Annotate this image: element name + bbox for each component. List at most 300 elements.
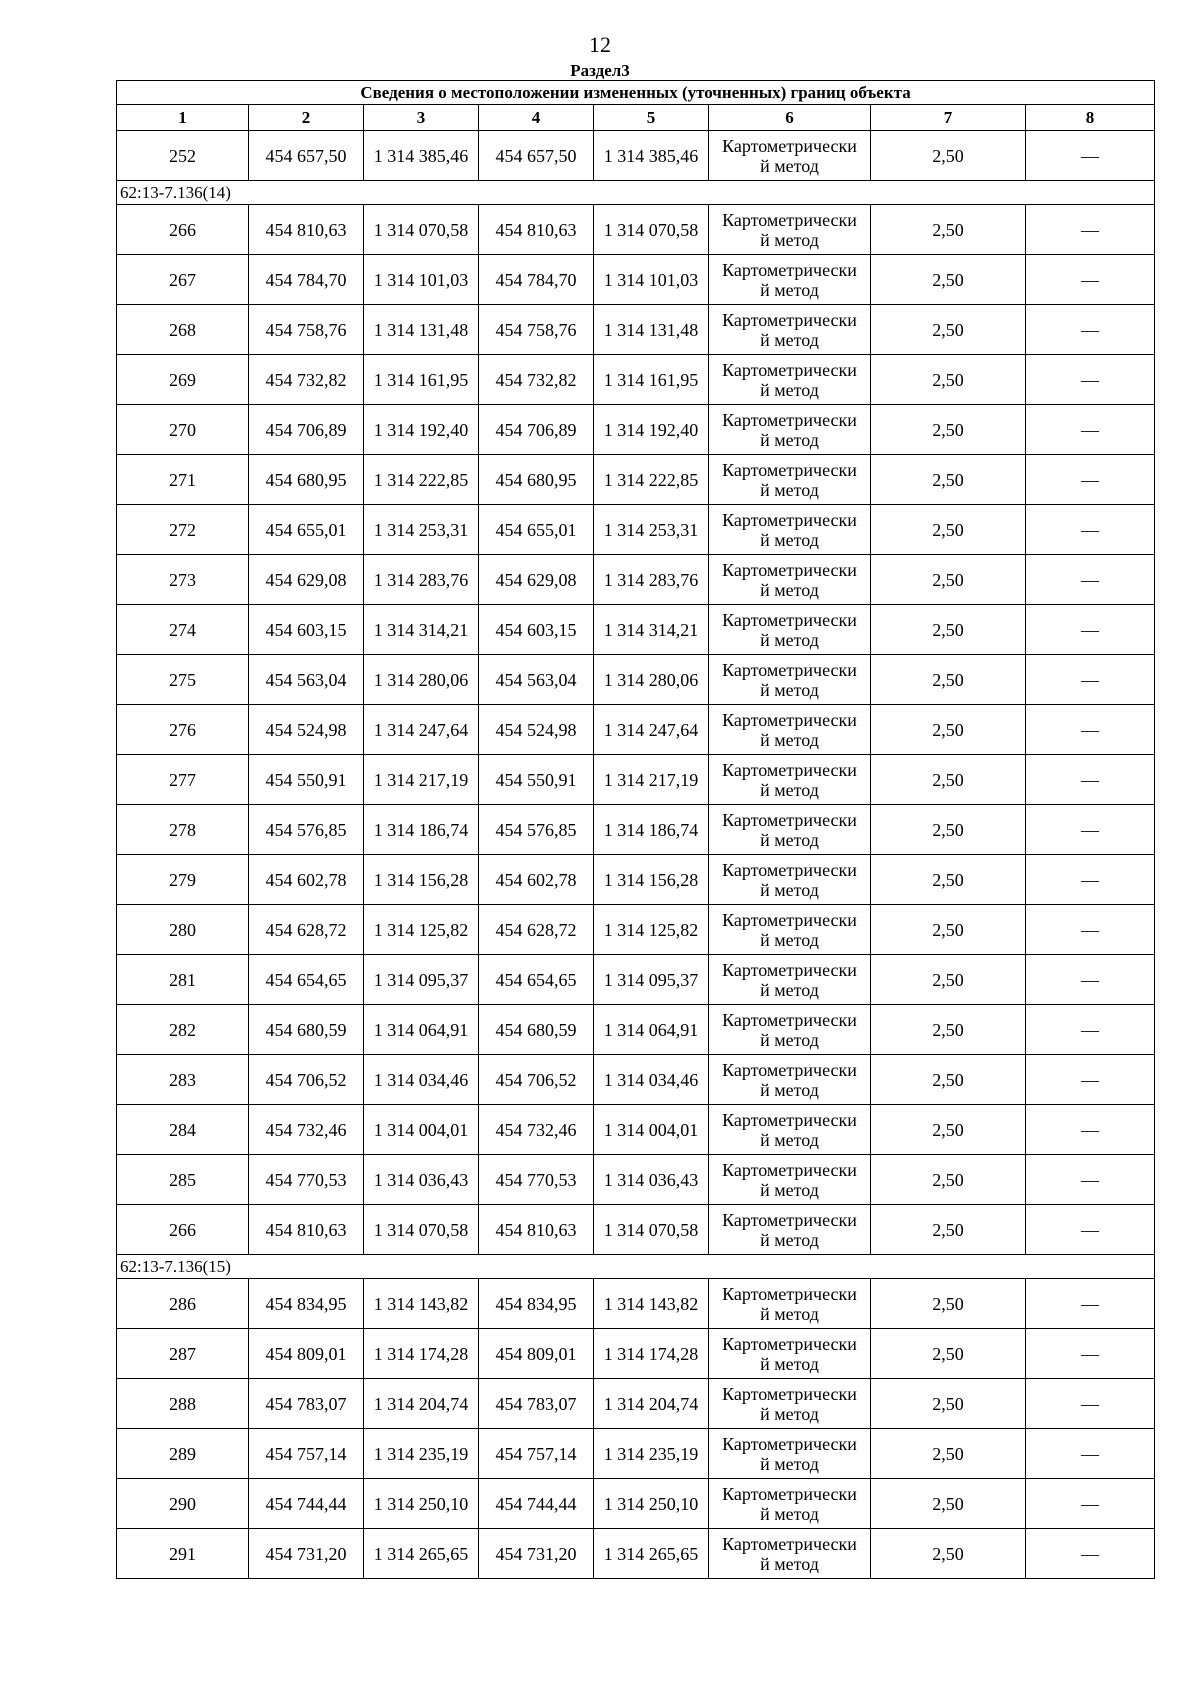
y-new-cell: 1 314 064,91 xyxy=(594,1005,709,1055)
method-text-line2: й метод xyxy=(760,529,819,550)
description-cell: — xyxy=(1026,505,1155,555)
y-new-cell: 1 314 250,10 xyxy=(594,1479,709,1529)
method-cell xyxy=(709,1055,871,1105)
description-cell: — xyxy=(1026,1379,1155,1429)
accuracy-cell: 2,50 xyxy=(871,305,1026,355)
method-cell xyxy=(709,1479,871,1529)
method-cell xyxy=(709,1279,871,1329)
y-new-cell: 1 314 004,01 xyxy=(594,1105,709,1155)
y-old-cell: 1 314 253,31 xyxy=(364,505,479,555)
method-cell xyxy=(709,1155,871,1205)
point-number-cell: 283 xyxy=(117,1055,249,1105)
method-text-line1: Картометрически xyxy=(722,509,857,530)
column-header-5: 5 xyxy=(594,105,709,131)
table-row xyxy=(117,1529,1155,1579)
table-row xyxy=(117,555,1155,605)
method-text-line1: Картометрически xyxy=(722,859,857,880)
group-header-row xyxy=(117,1255,1155,1279)
method-text-line1: Картометрически xyxy=(722,1483,857,1504)
method-cell xyxy=(709,655,871,705)
method-text-line1: Картометрически xyxy=(722,1109,857,1130)
y-old-cell: 1 314 217,19 xyxy=(364,755,479,805)
point-number-cell: 275 xyxy=(117,655,249,705)
x-new-cell: 454 550,91 xyxy=(479,755,594,805)
description-cell: — xyxy=(1026,855,1155,905)
description-cell: — xyxy=(1026,955,1155,1005)
method-text-line1: Картометрически xyxy=(722,609,857,630)
y-new-cell: 1 314 101,03 xyxy=(594,255,709,305)
method-text-line2: й метод xyxy=(760,329,819,350)
y-new-cell: 1 314 070,58 xyxy=(594,1205,709,1255)
description-cell: — xyxy=(1026,131,1155,181)
method-text-line2: й метод xyxy=(760,1029,819,1050)
accuracy-cell: 2,50 xyxy=(871,455,1026,505)
method-text-line2: й метод xyxy=(760,579,819,600)
table-title: Сведения о местоположении измененных (уточненных) границ объекта xyxy=(117,81,1155,105)
y-new-cell: 1 314 192,40 xyxy=(594,405,709,455)
description-cell: — xyxy=(1026,1329,1155,1379)
description-cell: — xyxy=(1026,255,1155,305)
method-text-line1: Картометрически xyxy=(722,909,857,930)
y-old-cell: 1 314 314,21 xyxy=(364,605,479,655)
method-cell xyxy=(709,1329,871,1379)
accuracy-cell: 2,50 xyxy=(871,705,1026,755)
description-cell: — xyxy=(1026,1055,1155,1105)
description-cell: — xyxy=(1026,705,1155,755)
accuracy-cell: 2,50 xyxy=(871,1329,1026,1379)
method-text-line1: Картометрически xyxy=(722,1533,857,1554)
method-cell xyxy=(709,505,871,555)
table-row xyxy=(117,405,1155,455)
point-number-cell: 284 xyxy=(117,1105,249,1155)
x-new-cell: 454 628,72 xyxy=(479,905,594,955)
description-cell: — xyxy=(1026,1105,1155,1155)
method-text-line2: й метод xyxy=(760,629,819,650)
method-cell xyxy=(709,355,871,405)
y-new-cell: 1 314 186,74 xyxy=(594,805,709,855)
x-old-cell: 454 680,95 xyxy=(249,455,364,505)
table-title-row xyxy=(117,81,1155,105)
table-row xyxy=(117,1479,1155,1529)
y-new-cell: 1 314 036,43 xyxy=(594,1155,709,1205)
point-number-cell: 272 xyxy=(117,505,249,555)
method-text-line1: Картометрически xyxy=(722,1059,857,1080)
method-text-line2: й метод xyxy=(760,379,819,400)
x-new-cell: 454 654,65 xyxy=(479,955,594,1005)
table-row xyxy=(117,1279,1155,1329)
method-cell xyxy=(709,255,871,305)
x-old-cell: 454 784,70 xyxy=(249,255,364,305)
table-row xyxy=(117,855,1155,905)
point-number-cell: 286 xyxy=(117,1279,249,1329)
method-text-line2: й метод xyxy=(760,279,819,300)
x-old-cell: 454 770,53 xyxy=(249,1155,364,1205)
table-row xyxy=(117,1005,1155,1055)
method-text-line1: Картометрически xyxy=(722,709,857,730)
accuracy-cell: 2,50 xyxy=(871,655,1026,705)
accuracy-cell: 2,50 xyxy=(871,355,1026,405)
x-new-cell: 454 731,20 xyxy=(479,1529,594,1579)
method-text-line2: й метод xyxy=(760,679,819,700)
method-text-line2: й метод xyxy=(760,1553,819,1574)
column-header-row xyxy=(117,105,1155,131)
x-old-cell: 454 654,65 xyxy=(249,955,364,1005)
y-new-cell: 1 314 095,37 xyxy=(594,955,709,1005)
table-body xyxy=(117,81,1155,1579)
y-new-cell: 1 314 235,19 xyxy=(594,1429,709,1479)
x-new-cell: 454 680,59 xyxy=(479,1005,594,1055)
method-cell xyxy=(709,1529,871,1579)
method-cell xyxy=(709,205,871,255)
x-old-cell: 454 757,14 xyxy=(249,1429,364,1479)
table-row xyxy=(117,131,1155,181)
accuracy-cell: 2,50 xyxy=(871,905,1026,955)
method-text-line1: Картометрически xyxy=(722,135,857,156)
point-number-cell: 287 xyxy=(117,1329,249,1379)
method-text-line1: Картометрически xyxy=(722,809,857,830)
point-number-cell: 271 xyxy=(117,455,249,505)
method-cell xyxy=(709,1379,871,1429)
accuracy-cell: 2,50 xyxy=(871,255,1026,305)
x-old-cell: 454 706,52 xyxy=(249,1055,364,1105)
method-cell xyxy=(709,1005,871,1055)
y-new-cell: 1 314 265,65 xyxy=(594,1529,709,1579)
method-text-line2: й метод xyxy=(760,1303,819,1324)
point-number-cell: 273 xyxy=(117,555,249,605)
table-row xyxy=(117,205,1155,255)
x-new-cell: 454 744,44 xyxy=(479,1479,594,1529)
y-old-cell: 1 314 101,03 xyxy=(364,255,479,305)
coordinates-table xyxy=(116,80,1155,1579)
method-cell xyxy=(709,131,871,181)
method-cell xyxy=(709,1205,871,1255)
x-new-cell: 454 603,15 xyxy=(479,605,594,655)
method-cell xyxy=(709,1429,871,1479)
x-old-cell: 454 680,59 xyxy=(249,1005,364,1055)
y-old-cell: 1 314 070,58 xyxy=(364,205,479,255)
point-number-cell: 280 xyxy=(117,905,249,955)
x-new-cell: 454 706,89 xyxy=(479,405,594,455)
accuracy-cell: 2,50 xyxy=(871,555,1026,605)
accuracy-cell: 2,50 xyxy=(871,1005,1026,1055)
x-new-cell: 454 602,78 xyxy=(479,855,594,905)
accuracy-cell: 2,50 xyxy=(871,1529,1026,1579)
x-new-cell: 454 657,50 xyxy=(479,131,594,181)
method-text-line2: й метод xyxy=(760,1129,819,1150)
point-number-cell: 288 xyxy=(117,1379,249,1429)
table-row xyxy=(117,655,1155,705)
accuracy-cell: 2,50 xyxy=(871,405,1026,455)
x-new-cell: 454 784,70 xyxy=(479,255,594,305)
description-cell: — xyxy=(1026,405,1155,455)
y-old-cell: 1 314 125,82 xyxy=(364,905,479,955)
accuracy-cell: 2,50 xyxy=(871,505,1026,555)
method-text-line1: Картометрически xyxy=(722,209,857,230)
point-number-cell: 289 xyxy=(117,1429,249,1479)
description-cell: — xyxy=(1026,1279,1155,1329)
description-cell: — xyxy=(1026,805,1155,855)
point-number-cell: 285 xyxy=(117,1155,249,1205)
method-text-line2: й метод xyxy=(760,1079,819,1100)
point-number-cell: 279 xyxy=(117,855,249,905)
x-new-cell: 454 810,63 xyxy=(479,1205,594,1255)
table-row xyxy=(117,755,1155,805)
method-text-line1: Картометрически xyxy=(722,759,857,780)
method-text-line1: Картометрически xyxy=(722,459,857,480)
table-row xyxy=(117,605,1155,655)
description-cell: — xyxy=(1026,1529,1155,1579)
point-number-cell: 270 xyxy=(117,405,249,455)
method-text-line1: Картометрически xyxy=(722,309,857,330)
method-text-line2: й метод xyxy=(760,879,819,900)
y-new-cell: 1 314 034,46 xyxy=(594,1055,709,1105)
y-old-cell: 1 314 222,85 xyxy=(364,455,479,505)
x-old-cell: 454 834,95 xyxy=(249,1279,364,1329)
x-old-cell: 454 603,15 xyxy=(249,605,364,655)
description-cell: — xyxy=(1026,655,1155,705)
method-text-line1: Картометрически xyxy=(722,659,857,680)
y-new-cell: 1 314 217,19 xyxy=(594,755,709,805)
section-title: Раздел3 xyxy=(570,61,630,80)
y-new-cell: 1 314 070,58 xyxy=(594,205,709,255)
method-text-line2: й метод xyxy=(760,1453,819,1474)
table-row xyxy=(117,905,1155,955)
y-new-cell: 1 314 156,28 xyxy=(594,855,709,905)
method-text-line2: й метод xyxy=(760,779,819,800)
x-old-cell: 454 809,01 xyxy=(249,1329,364,1379)
y-old-cell: 1 314 280,06 xyxy=(364,655,479,705)
method-text-line2: й метод xyxy=(760,155,819,176)
x-new-cell: 454 757,14 xyxy=(479,1429,594,1479)
y-new-cell: 1 314 280,06 xyxy=(594,655,709,705)
y-old-cell: 1 314 143,82 xyxy=(364,1279,479,1329)
x-new-cell: 454 563,04 xyxy=(479,655,594,705)
x-new-cell: 454 783,07 xyxy=(479,1379,594,1429)
accuracy-cell: 2,50 xyxy=(871,131,1026,181)
y-new-cell: 1 314 143,82 xyxy=(594,1279,709,1329)
method-text-line2: й метод xyxy=(760,979,819,1000)
x-new-cell: 454 706,52 xyxy=(479,1055,594,1105)
method-text-line2: й метод xyxy=(760,1503,819,1524)
table-row xyxy=(117,1205,1155,1255)
table-row xyxy=(117,1055,1155,1105)
method-cell xyxy=(709,905,871,955)
x-old-cell: 454 744,44 xyxy=(249,1479,364,1529)
method-cell xyxy=(709,1105,871,1155)
x-old-cell: 454 810,63 xyxy=(249,1205,364,1255)
method-text-line2: й метод xyxy=(760,1403,819,1424)
column-header-3: 3 xyxy=(364,105,479,131)
x-old-cell: 454 576,85 xyxy=(249,805,364,855)
y-new-cell: 1 314 385,46 xyxy=(594,131,709,181)
column-header-8: 8 xyxy=(1026,105,1155,131)
x-new-cell: 454 770,53 xyxy=(479,1155,594,1205)
table-row xyxy=(117,805,1155,855)
y-old-cell: 1 314 131,48 xyxy=(364,305,479,355)
y-old-cell: 1 314 235,19 xyxy=(364,1429,479,1479)
x-old-cell: 454 524,98 xyxy=(249,705,364,755)
y-new-cell: 1 314 222,85 xyxy=(594,455,709,505)
point-number-cell: 268 xyxy=(117,305,249,355)
description-cell: — xyxy=(1026,905,1155,955)
x-new-cell: 454 524,98 xyxy=(479,705,594,755)
column-header-7: 7 xyxy=(871,105,1026,131)
method-cell xyxy=(709,455,871,505)
method-text-line1: Картометрически xyxy=(722,1159,857,1180)
description-cell: — xyxy=(1026,605,1155,655)
x-new-cell: 454 834,95 xyxy=(479,1279,594,1329)
column-header-6: 6 xyxy=(709,105,871,131)
method-cell xyxy=(709,855,871,905)
method-text-line2: й метод xyxy=(760,729,819,750)
accuracy-cell: 2,50 xyxy=(871,955,1026,1005)
method-text-line2: й метод xyxy=(760,229,819,250)
x-new-cell: 454 732,82 xyxy=(479,355,594,405)
table-row xyxy=(117,1379,1155,1429)
point-number-cell: 282 xyxy=(117,1005,249,1055)
description-cell: — xyxy=(1026,1155,1155,1205)
table-row xyxy=(117,355,1155,405)
accuracy-cell: 2,50 xyxy=(871,855,1026,905)
y-old-cell: 1 314 247,64 xyxy=(364,705,479,755)
x-new-cell: 454 810,63 xyxy=(479,205,594,255)
point-number-cell: 269 xyxy=(117,355,249,405)
x-old-cell: 454 655,01 xyxy=(249,505,364,555)
method-cell xyxy=(709,805,871,855)
method-text-line1: Картометрически xyxy=(722,1209,857,1230)
y-old-cell: 1 314 385,46 xyxy=(364,131,479,181)
table-row xyxy=(117,1105,1155,1155)
x-new-cell: 454 629,08 xyxy=(479,555,594,605)
group-header-row xyxy=(117,181,1155,205)
method-text-line2: й метод xyxy=(760,1179,819,1200)
point-number-cell: 266 xyxy=(117,205,249,255)
method-text-line2: й метод xyxy=(760,829,819,850)
method-text-line2: й метод xyxy=(760,1229,819,1250)
table-row xyxy=(117,955,1155,1005)
y-new-cell: 1 314 161,95 xyxy=(594,355,709,405)
description-cell: — xyxy=(1026,1205,1155,1255)
y-old-cell: 1 314 064,91 xyxy=(364,1005,479,1055)
y-old-cell: 1 314 204,74 xyxy=(364,1379,479,1429)
method-text-line2: й метод xyxy=(760,479,819,500)
point-number-cell: 266 xyxy=(117,1205,249,1255)
x-old-cell: 454 628,72 xyxy=(249,905,364,955)
y-old-cell: 1 314 265,65 xyxy=(364,1529,479,1579)
x-old-cell: 454 563,04 xyxy=(249,655,364,705)
method-text-line1: Картометрически xyxy=(722,559,857,580)
y-old-cell: 1 314 156,28 xyxy=(364,855,479,905)
method-text-line1: Картометрически xyxy=(722,1283,857,1304)
description-cell: — xyxy=(1026,1479,1155,1529)
description-cell: — xyxy=(1026,205,1155,255)
y-old-cell: 1 314 192,40 xyxy=(364,405,479,455)
table-row xyxy=(117,255,1155,305)
x-old-cell: 454 550,91 xyxy=(249,755,364,805)
x-old-cell: 454 732,82 xyxy=(249,355,364,405)
y-new-cell: 1 314 174,28 xyxy=(594,1329,709,1379)
x-old-cell: 454 657,50 xyxy=(249,131,364,181)
point-number-cell: 277 xyxy=(117,755,249,805)
table-row xyxy=(117,305,1155,355)
y-new-cell: 1 314 314,21 xyxy=(594,605,709,655)
method-cell xyxy=(709,705,871,755)
description-cell: — xyxy=(1026,305,1155,355)
accuracy-cell: 2,50 xyxy=(871,1055,1026,1105)
method-text-line2: й метод xyxy=(760,929,819,950)
point-number-cell: 278 xyxy=(117,805,249,855)
table-row xyxy=(117,705,1155,755)
table-row xyxy=(117,505,1155,555)
table-row xyxy=(117,1155,1155,1205)
method-text-line2: й метод xyxy=(760,429,819,450)
description-cell: — xyxy=(1026,355,1155,405)
accuracy-cell: 2,50 xyxy=(871,1279,1026,1329)
method-text-line2: й метод xyxy=(760,1353,819,1374)
column-header-2: 2 xyxy=(249,105,364,131)
accuracy-cell: 2,50 xyxy=(871,205,1026,255)
table-row xyxy=(117,1429,1155,1479)
group-label: 62:13-7.136(15) xyxy=(117,1255,1155,1279)
description-cell: — xyxy=(1026,455,1155,505)
y-old-cell: 1 314 161,95 xyxy=(364,355,479,405)
point-number-cell: 276 xyxy=(117,705,249,755)
y-old-cell: 1 314 174,28 xyxy=(364,1329,479,1379)
x-old-cell: 454 629,08 xyxy=(249,555,364,605)
method-cell xyxy=(709,405,871,455)
point-number-cell: 281 xyxy=(117,955,249,1005)
column-header-1: 1 xyxy=(117,105,249,131)
point-number-cell: 252 xyxy=(117,131,249,181)
method-text-line1: Картометрически xyxy=(722,259,857,280)
description-cell: — xyxy=(1026,555,1155,605)
x-old-cell: 454 732,46 xyxy=(249,1105,364,1155)
y-new-cell: 1 314 125,82 xyxy=(594,905,709,955)
y-old-cell: 1 314 036,43 xyxy=(364,1155,479,1205)
y-old-cell: 1 314 095,37 xyxy=(364,955,479,1005)
point-number-cell: 290 xyxy=(117,1479,249,1529)
accuracy-cell: 2,50 xyxy=(871,805,1026,855)
y-old-cell: 1 314 034,46 xyxy=(364,1055,479,1105)
page-number: 12 xyxy=(589,32,611,57)
method-text-line1: Картометрически xyxy=(722,1383,857,1404)
accuracy-cell: 2,50 xyxy=(871,1429,1026,1479)
accuracy-cell: 2,50 xyxy=(871,755,1026,805)
method-text-line1: Картометрически xyxy=(722,359,857,380)
y-old-cell: 1 314 004,01 xyxy=(364,1105,479,1155)
x-new-cell: 454 809,01 xyxy=(479,1329,594,1379)
y-new-cell: 1 314 204,74 xyxy=(594,1379,709,1429)
x-old-cell: 454 731,20 xyxy=(249,1529,364,1579)
method-text-line1: Картометрически xyxy=(722,1433,857,1454)
method-cell xyxy=(709,555,871,605)
y-new-cell: 1 314 283,76 xyxy=(594,555,709,605)
accuracy-cell: 2,50 xyxy=(871,1105,1026,1155)
x-old-cell: 454 602,78 xyxy=(249,855,364,905)
method-text-line1: Картометрически xyxy=(722,1333,857,1354)
column-header-4: 4 xyxy=(479,105,594,131)
x-new-cell: 454 680,95 xyxy=(479,455,594,505)
y-new-cell: 1 314 253,31 xyxy=(594,505,709,555)
x-old-cell: 454 706,89 xyxy=(249,405,364,455)
group-label: 62:13-7.136(14) xyxy=(117,181,1155,205)
y-new-cell: 1 314 131,48 xyxy=(594,305,709,355)
x-new-cell: 454 655,01 xyxy=(479,505,594,555)
accuracy-cell: 2,50 xyxy=(871,1205,1026,1255)
method-text-line1: Картометрически xyxy=(722,1009,857,1030)
method-text-line1: Картометрически xyxy=(722,959,857,980)
accuracy-cell: 2,50 xyxy=(871,1379,1026,1429)
